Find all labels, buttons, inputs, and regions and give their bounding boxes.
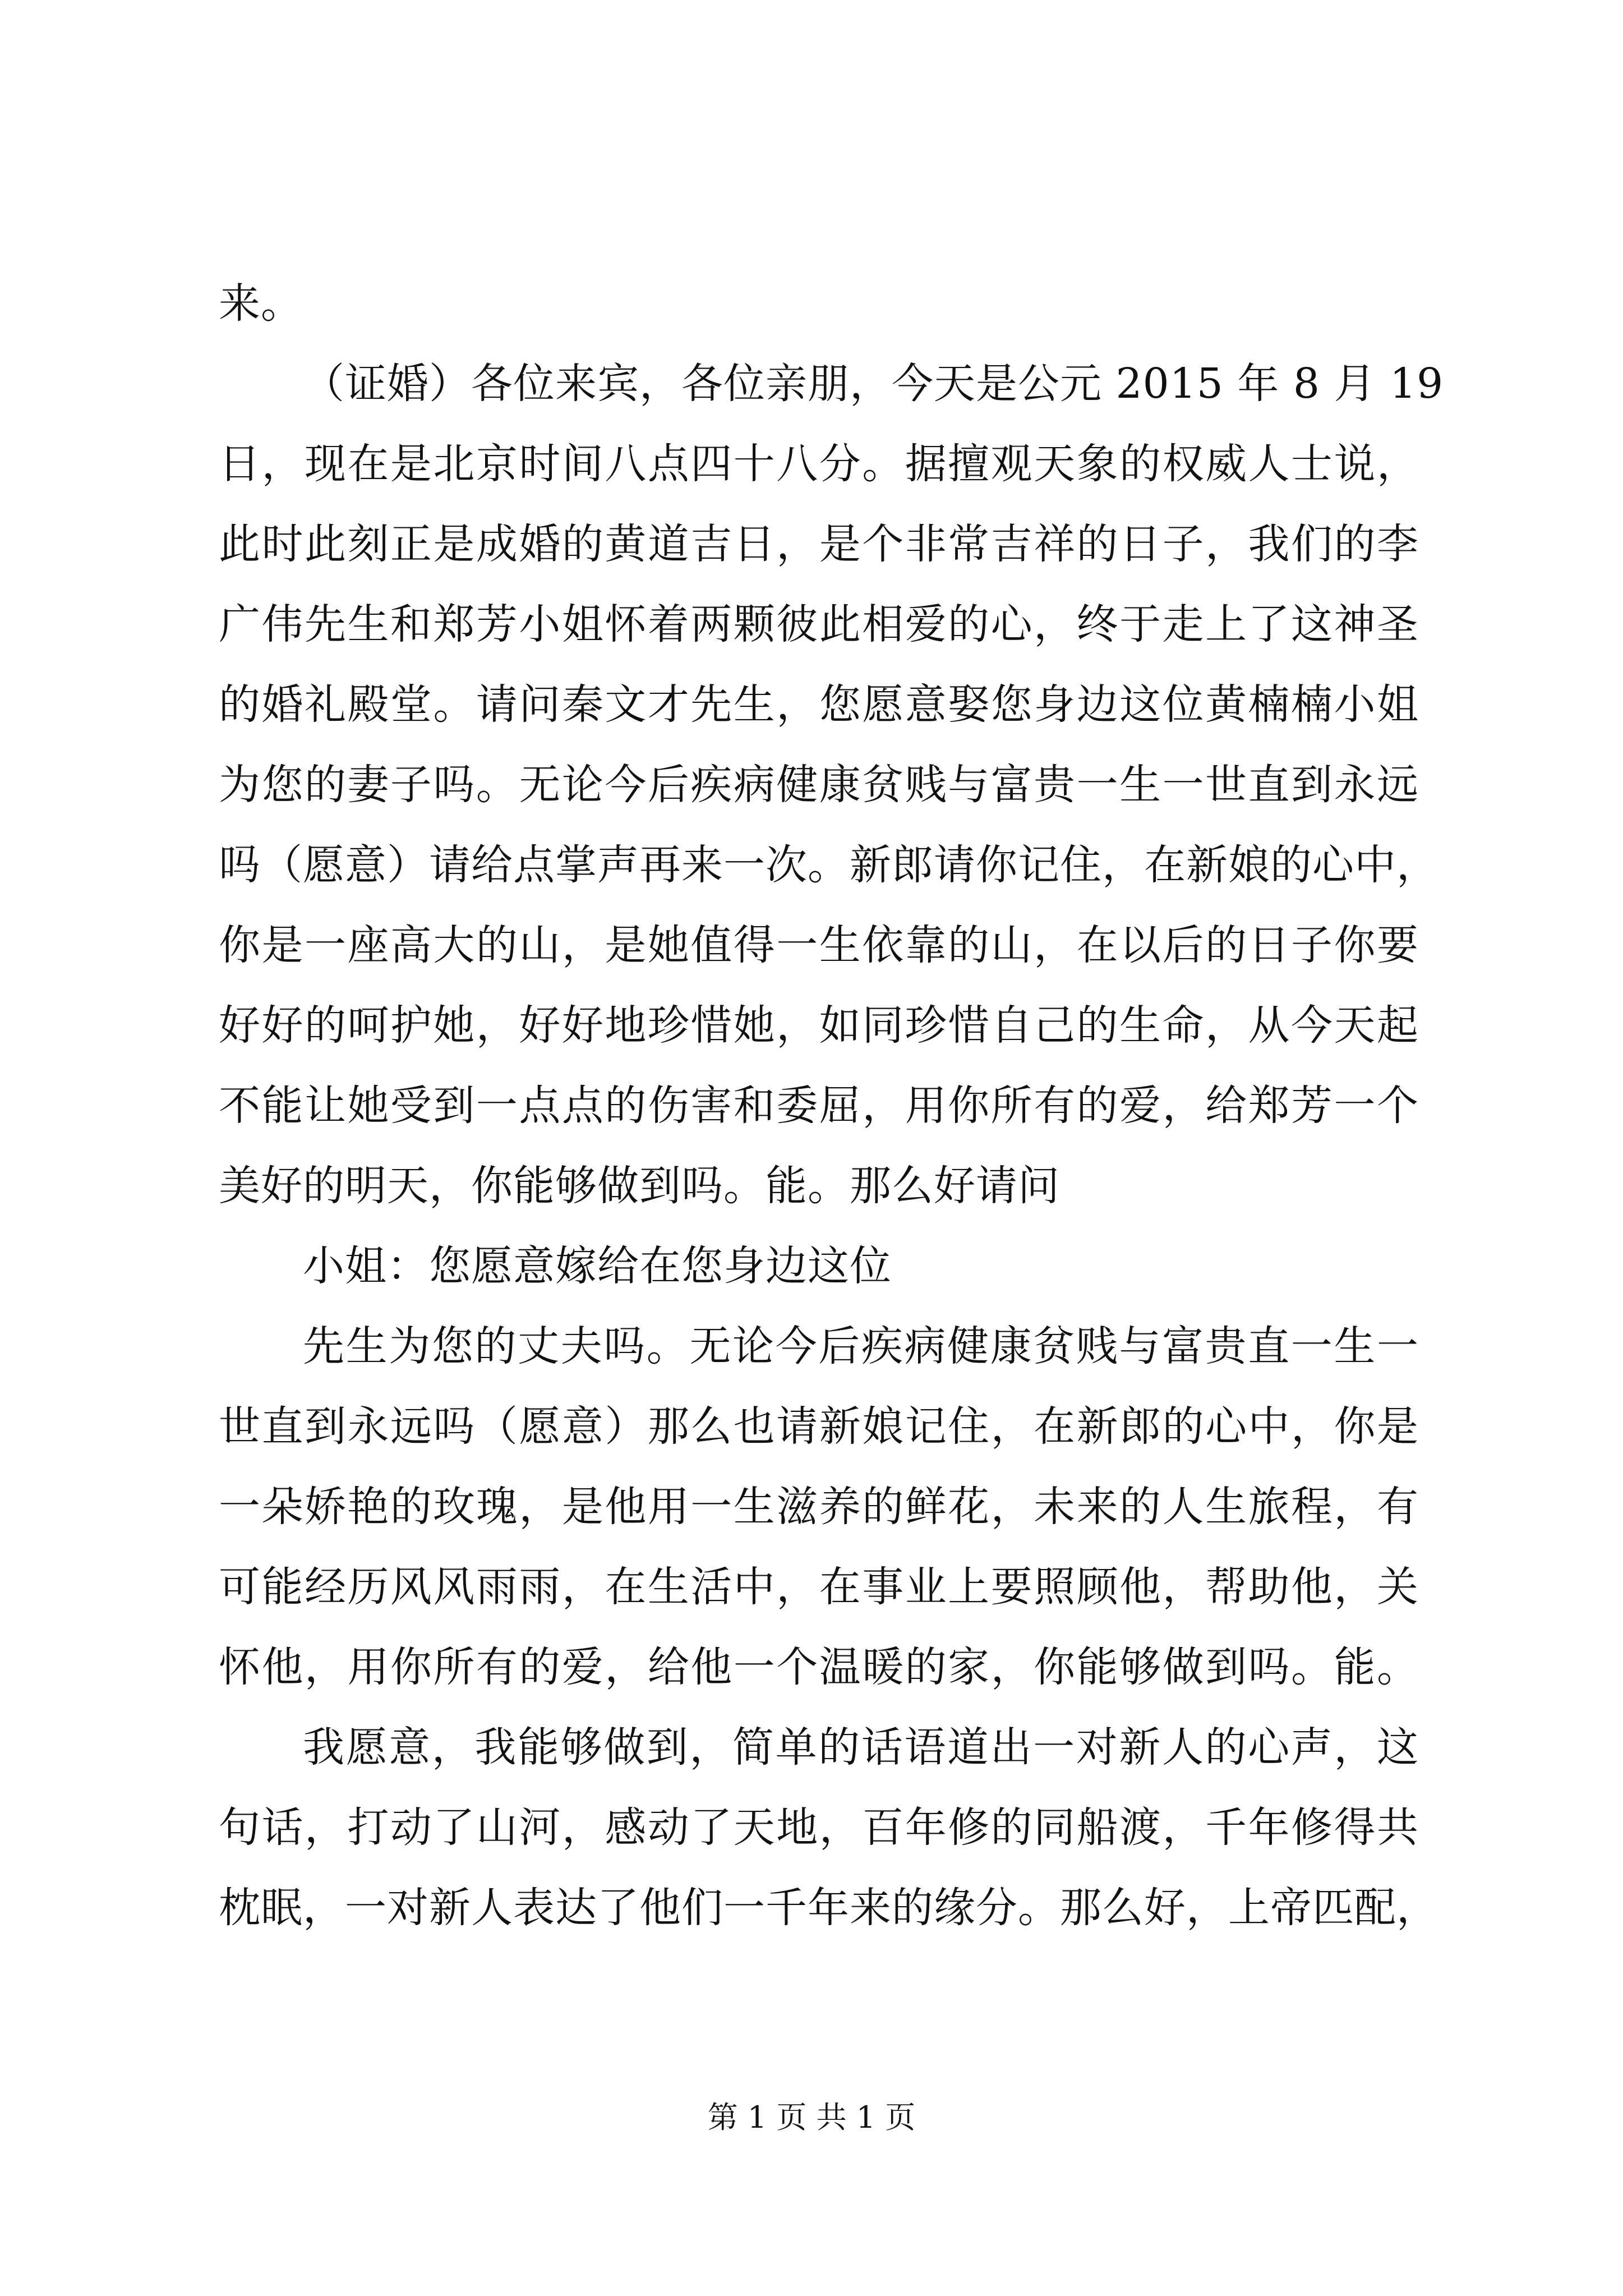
text-line: 的婚礼殿堂。请问秦文才先生，您愿意娶您身边这位黄楠楠小姐 xyxy=(219,680,1419,729)
page-footer: 第 1 页 共 1 页 xyxy=(707,2100,916,2135)
text-line: 枕眠，一对新人表达了他们一千年来的缘分。那么好，上帝匹配， xyxy=(219,1884,1438,1932)
text-line: 广伟先生和郑芳小姐怀着两颗彼此相爱的心，终于走上了这神圣 xyxy=(219,600,1419,648)
text-line: 小姐：您愿意嫁给在您身边这位 xyxy=(303,1242,892,1290)
text-line: 世直到永远吗（愿意）那么也请新娘记住，在新郎的心中，你是 xyxy=(219,1402,1419,1451)
text-line: 怀他，用你所有的爱，给他一个温暖的家，你能够做到吗。能。 xyxy=(219,1643,1419,1691)
text-line: 此时此刻正是成婚的黄道吉日，是个非常吉祥的日子，我们的李 xyxy=(219,520,1419,568)
text-line: 日，现在是北京时间八点四十八分。据擅观天象的权威人士说， xyxy=(219,440,1419,488)
text-line: 不能让她受到一点点的伤害和委屈，用你所有的爱，给郑芳一个 xyxy=(219,1082,1419,1130)
body-text xyxy=(219,264,1444,1948)
text-line: 好好的呵护她，好好地珍惜她，如同珍惜自己的生命，从今天起 xyxy=(219,1001,1419,1050)
text-line: 吗（愿意）请给点掌声再来一次。新郎请你记住，在新娘的心中， xyxy=(219,841,1438,889)
text-line: 你是一座高大的山，是她值得一生依靠的山，在以后的日子你要 xyxy=(219,921,1419,969)
text-line: 我愿意，我能够做到，简单的话语道出一对新人的心声，这 xyxy=(303,1723,1419,1772)
text-line: 可能经历风风雨雨，在生活中，在事业上要照顾他，帮助他，关 xyxy=(219,1563,1419,1611)
text-line: 来。 xyxy=(219,279,303,328)
text-line: 为您的妻子吗。无论今后疾病健康贫贱与富贵一生一世直到永远 xyxy=(219,761,1419,809)
text-line: （证婚）各位来宾，各位亲朋，今天是公元 2015 年 8 月 19 xyxy=(303,360,1444,408)
text-line: 先生为您的丈夫吗。无论今后疾病健康贫贱与富贵直一生一 xyxy=(303,1322,1419,1370)
text-line: 一朵娇艳的玫瑰，是他用一生滋养的鲜花，未来的人生旅程，有 xyxy=(219,1483,1419,1531)
text-line: 句话，打动了山河，感动了天地，百年修的同船渡，千年修得共 xyxy=(219,1803,1419,1852)
text-line: 美好的明天，你能够做到吗。能。那么好请问 xyxy=(219,1162,1060,1210)
